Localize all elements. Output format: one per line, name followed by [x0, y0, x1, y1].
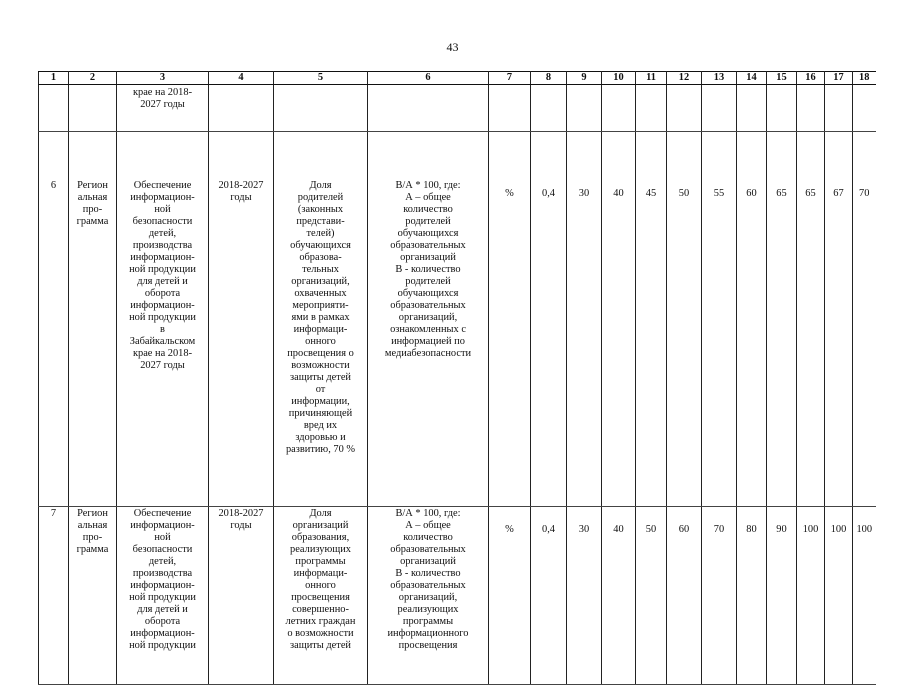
column-header: 9: [567, 72, 602, 85]
column-header: 11: [636, 72, 667, 85]
table-cell: [567, 85, 602, 132]
table-cell: [602, 85, 636, 132]
indicator-weight: 0,4: [531, 507, 567, 685]
column-header: 12: [667, 72, 702, 85]
table-cell: [767, 85, 797, 132]
table-cell: [797, 85, 825, 132]
table-cell: [39, 85, 69, 132]
indicator-value: 60: [667, 507, 702, 685]
table-row-continuation: [39, 85, 876, 132]
indicator-value: 50: [636, 507, 667, 685]
indicator-value: 67: [825, 132, 853, 507]
indicator-name: Доля организаций образования, реализующих программы информаци- онного просвещения совершенно- летних граждан о возможности защиты детей: [274, 507, 368, 685]
table-cell: [853, 85, 876, 132]
table-row: [39, 507, 876, 685]
column-header: 18: [853, 72, 876, 85]
indicator-unit: %: [489, 507, 531, 685]
table-cell: [667, 85, 702, 132]
indicator-value: 65: [767, 132, 797, 507]
column-header: 6: [368, 72, 489, 85]
column-header: 1: [39, 72, 69, 85]
indicator-value: 100: [853, 507, 876, 685]
table-cell: [489, 85, 531, 132]
indicator-value: 100: [797, 507, 825, 685]
column-header: 8: [531, 72, 567, 85]
indicator-value: 50: [667, 132, 702, 507]
indicator-value: 65: [797, 132, 825, 507]
indicator-value: 30: [567, 132, 602, 507]
table-cell-name: крае на 2018- 2027 годы: [117, 85, 209, 132]
column-header: 15: [767, 72, 797, 85]
indicator-formula: В/А * 100, где: А – общее количество родителей обучающихся образовательных организаций В - количество родителей обучающихся образовательных организаций, ознакомленных с информацией по медиабезопасности: [368, 132, 489, 507]
program-name: Обеспечение информацион- ной безопасности детей, производства информацион- ной продукции для детей и оборота информацион- ной продукции: [117, 507, 209, 685]
indicator-name: Доля родителей (законных представи- телей) обучающихся образова- тельных организаций, охваченных мероприяти- ями в рамках информаци- онного просвещения о возможности защиты детей от информации, причиняющей вред их здоровью и развитию, 70 %: [274, 132, 368, 507]
program-name: Обеспечение информацион- ной безопасности детей, производства информацион- ной продукции для детей и оборота информацион- ной продукции в Забайкальском крае на 2018- 2027 годы: [117, 132, 209, 507]
indicator-formula: В/А * 100, где: А – общее количество образовательных организаций В - количество образовательных организаций, реализующих программы информационного просвещения: [368, 507, 489, 685]
table-cell: [737, 85, 767, 132]
table-cell: [209, 85, 274, 132]
column-header: 17: [825, 72, 853, 85]
program-period: 2018-2027 годы: [209, 132, 274, 507]
table-cell: [368, 85, 489, 132]
table-row: [39, 132, 876, 507]
indicator-value: 30: [567, 507, 602, 685]
indicator-value: 80: [737, 507, 767, 685]
column-header: 10: [602, 72, 636, 85]
indicator-value: 100: [825, 507, 853, 685]
table-cell: [274, 85, 368, 132]
indicator-value: 40: [602, 132, 636, 507]
page-number: 43: [446, 40, 459, 54]
program-type: Регион альная про- грамма: [69, 507, 117, 685]
table-cell: [636, 85, 667, 132]
indicator-value: 70: [702, 507, 737, 685]
table-cell: [825, 85, 853, 132]
column-header: 14: [737, 72, 767, 85]
indicator-value: 45: [636, 132, 667, 507]
table-cell: [531, 85, 567, 132]
program-type: Регион альная про- грамма: [69, 132, 117, 507]
indicator-value: 70: [853, 132, 876, 507]
column-header: 3: [117, 72, 209, 85]
indicators-table: [38, 71, 876, 685]
row-number: 6: [39, 132, 69, 507]
table-cell: [69, 85, 117, 132]
column-header: 16: [797, 72, 825, 85]
column-header: 7: [489, 72, 531, 85]
header-row: [39, 72, 876, 85]
indicator-value: 60: [737, 132, 767, 507]
indicator-weight: 0,4: [531, 132, 567, 507]
indicator-value: 40: [602, 507, 636, 685]
column-header: 5: [274, 72, 368, 85]
indicator-unit: %: [489, 132, 531, 507]
column-header: 4: [209, 72, 274, 85]
row-number: 7: [39, 507, 69, 685]
table-cell: [702, 85, 737, 132]
column-header: 13: [702, 72, 737, 85]
indicator-value: 90: [767, 507, 797, 685]
column-header: 2: [69, 72, 117, 85]
indicator-value: 55: [702, 132, 737, 507]
program-period: 2018-2027 годы: [209, 507, 274, 685]
